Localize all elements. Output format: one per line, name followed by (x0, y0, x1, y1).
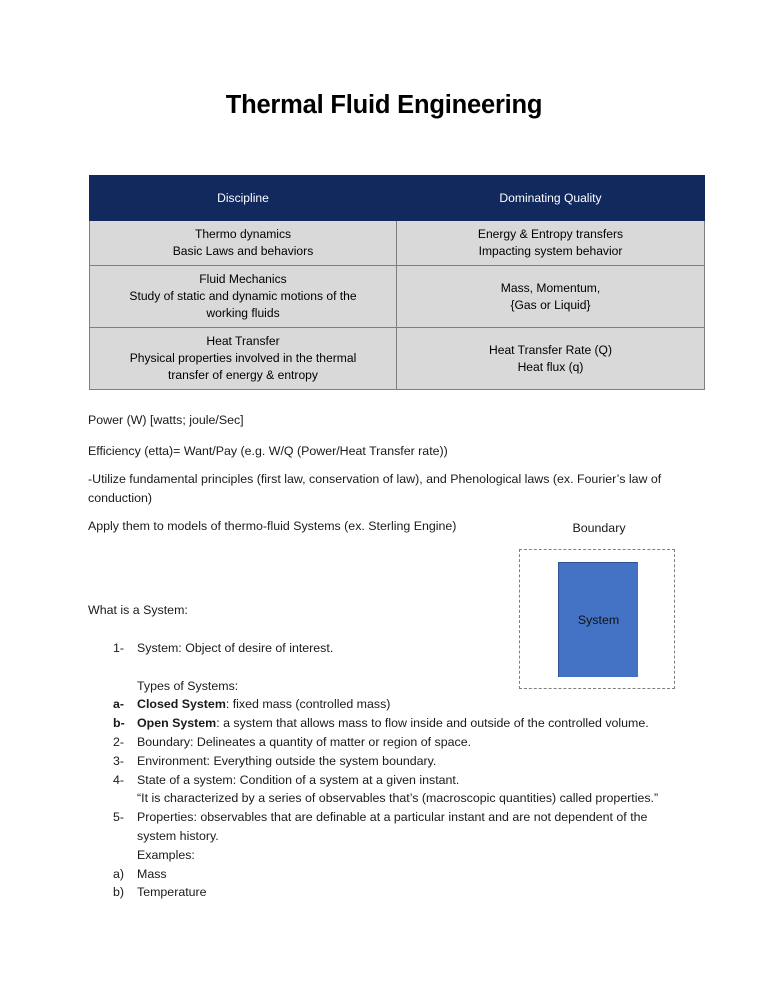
cell-line: Physical properties involved in the thermal (129, 351, 357, 365)
cell-line: Heat Transfer (206, 334, 280, 348)
table-header-discipline: Discipline (90, 176, 397, 221)
list-item-text: Mass (137, 866, 167, 881)
examples-heading: Examples: (137, 847, 195, 862)
list-item (88, 695, 688, 714)
cell-line: {Gas or Liquid} (510, 297, 591, 312)
list-lead-question: What is a System: (88, 603, 188, 617)
cell-discipline-heat-transfer (90, 328, 397, 390)
cell-line: Mass, Momentum, (500, 280, 601, 295)
cell-line: Basic Laws and behaviors (172, 244, 314, 258)
table-row (90, 266, 705, 328)
discipline-table (89, 175, 705, 390)
cell-line: Heat flux (q) (517, 359, 584, 374)
list-item-term: Open System (137, 716, 217, 731)
table-row (90, 328, 705, 390)
cell-line: transfer of energy & entropy (168, 368, 318, 382)
list-item (88, 714, 688, 733)
list-item (88, 733, 688, 752)
list-item-text: State of a system: Condition of a system at a given instant. (137, 772, 460, 787)
list-marker: b- (113, 716, 125, 731)
table-head (90, 176, 705, 221)
list-spacer (88, 658, 688, 677)
table-body (90, 221, 705, 390)
list-item-text: Temperature (137, 885, 207, 900)
list-marker: a) (113, 866, 125, 881)
list-marker: a- (113, 697, 125, 712)
system-definitions-list (88, 601, 688, 902)
list-item-text: : a system that allows mass to flow inside and outside of the controlled volume. (216, 716, 649, 731)
table-header-row (90, 176, 705, 221)
boundary-label: Boundary (572, 521, 626, 535)
cell-discipline-thermodynamics (90, 221, 397, 266)
state-quote: “It is characterized by a series of observables that’s (macroscopic quantities) called properties.” (137, 791, 659, 806)
list-marker: b) (113, 885, 125, 900)
list-item-text: System: Object of desire of interest. (137, 640, 334, 655)
list-item (88, 752, 688, 771)
list-marker: 1- (113, 640, 125, 655)
list-marker: 2- (113, 734, 125, 749)
list-item-text: : fixed mass (controlled mass) (225, 697, 391, 712)
paragraph-utilize-principles: -Utilize fundamental principles (first law, conservation of law), and Phenological laws (ex. Fourier’s law of conduction) (88, 472, 662, 505)
paragraph-efficiency: Efficiency (etta)= Want/Pay (e.g. W/Q (Power/Heat Transfer rate)) (88, 444, 448, 458)
list-marker: 5- (113, 810, 125, 825)
cell-quality-thermodynamics (397, 221, 705, 266)
list-marker: 3- (113, 753, 125, 768)
cell-line: Fluid Mechanics (199, 272, 287, 286)
list-item (88, 883, 688, 902)
cell-line: Study of static and dynamic motions of the (129, 289, 357, 303)
paragraph-power: Power (W) [watts; joule/Sec] (88, 413, 244, 427)
paragraph-apply-models: Apply them to models of thermo-fluid Systems (ex. Sterling Engine) (88, 519, 457, 533)
cell-line: Thermo dynamics (194, 227, 292, 241)
table-header-dominating-quality: Dominating Quality (397, 176, 705, 221)
discipline-table-wrapper (89, 175, 678, 390)
cell-quality-heat-transfer (397, 328, 705, 390)
list-marker: 4- (113, 772, 125, 787)
cell-line: Energy & Entropy transfers (477, 227, 624, 241)
cell-line: working fluids (206, 306, 280, 320)
system-label: System (577, 613, 620, 627)
cell-quality-fluid-mechanics (397, 266, 705, 328)
list-item-text: Environment: Everything outside the system boundary. (137, 753, 437, 768)
list-item (88, 771, 688, 790)
list-item-term: Closed System (137, 697, 226, 712)
list-item-text: Boundary: Delineates a quantity of matter or region of space. (137, 734, 472, 749)
types-of-systems-heading: Types of Systems: (137, 678, 239, 693)
list-item (88, 865, 688, 884)
cell-line: Impacting system behavior (478, 244, 623, 258)
list-item (88, 639, 688, 658)
table-row (90, 221, 705, 266)
list-item-text: Properties: observables that are definable at a particular instant and are not dependent of the system history. (137, 810, 648, 843)
list-item (88, 808, 688, 846)
page-title: Thermal Fluid Engineering (225, 91, 543, 119)
cell-line: Heat Transfer Rate (Q) (489, 342, 612, 357)
cell-discipline-fluid-mechanics (90, 266, 397, 328)
